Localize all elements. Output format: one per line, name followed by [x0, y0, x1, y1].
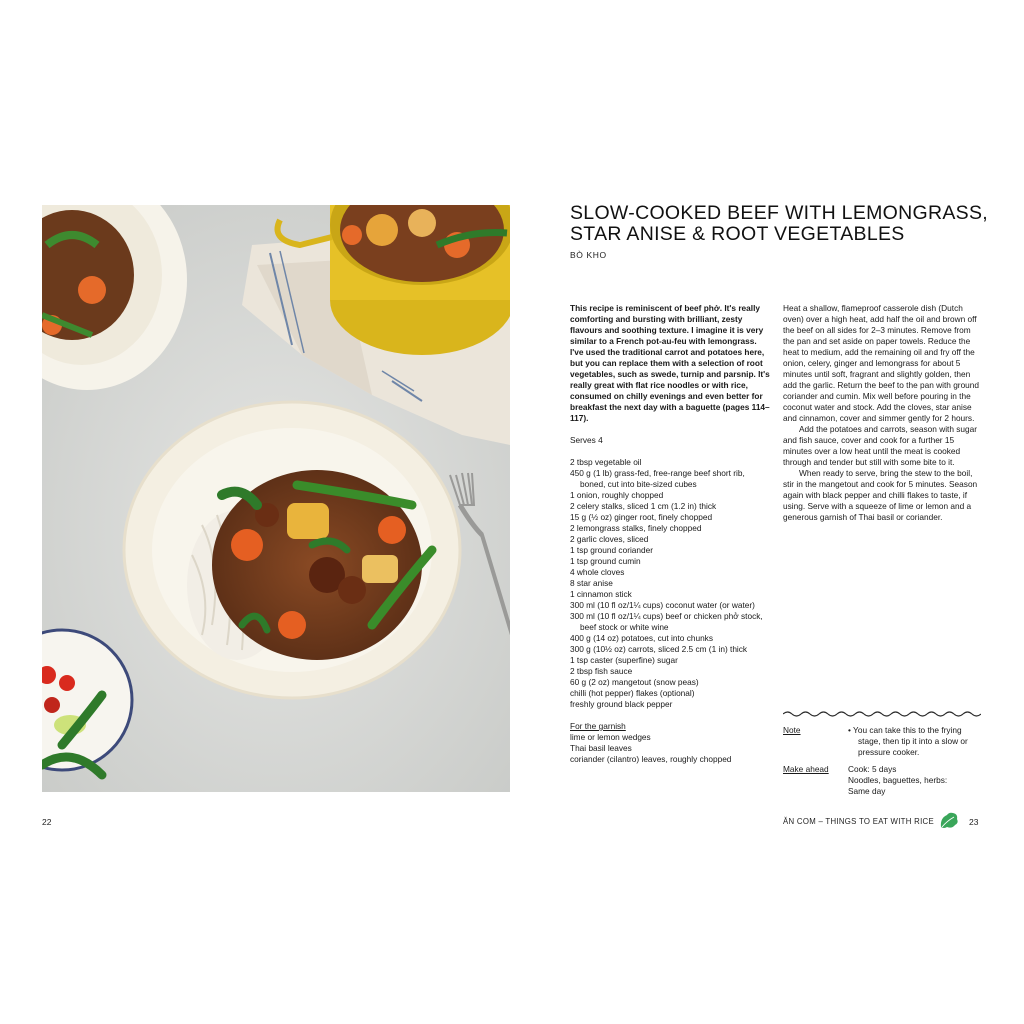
ingredient-item: 1 cinnamon stick: [570, 589, 632, 599]
ingredient-item: 15 g (½ oz) ginger root, finely chopped: [570, 512, 713, 522]
ingredient-item: 60 g (2 oz) mangetout (snow peas): [570, 677, 699, 687]
note-text: • You can take this to the frying stage, then tip it into a slow or pressure cooker.: [848, 725, 968, 757]
method-column: [783, 303, 983, 523]
ingredient-item: 1 tsp ground cumin: [570, 556, 641, 566]
ingredient-item: 4 whole cloves: [570, 567, 625, 577]
make-ahead-line: Noodles, baguettes, herbs:: [848, 775, 948, 785]
ingredient-item: 1 onion, roughly chopped: [570, 490, 664, 500]
ingredient-item: 2 tbsp fish sauce: [570, 666, 633, 676]
make-ahead-label: Make ahead: [783, 764, 829, 774]
garnish-item: coriander (cilantro) leaves, roughly chopped: [570, 754, 732, 764]
ingredient-item: 400 g (14 oz) potatoes, cut into chunks: [570, 633, 713, 643]
recipe-intro: This recipe is reminiscent of beef phở. It's really comforting and bursting with brilliant, zesty flavours and soothing texture. I imagine it is very similar to a French pot-au-feu with lemongrass. I've used the traditional carrot and potatoes here, but you can replace them with a selection of root vegetables, such as swede, turnip and parsnip. It's really great with flat rice noodles or with rice, consumed on chilly evenings and even better for breakfast the next day with a baguette (pages 114–117).: [570, 303, 770, 423]
notes-box: [783, 725, 983, 803]
method-step: Heat a shallow, flameproof casserole dish (Dutch oven) over a high heat, add half the oil and brown off the beef on all sides for 2–3 minutes. Remove from the pan and set aside on paper towels. Reduce the heat to medium, add the remaining oil and fry off the onion, celery, ginger and lemongrass for about 5 minutes until soft, fragrant and slightly golden, then add the garlic. Return the beef to the pan with ground coriander and cumin. Mix well before pouring in the coconut water and stock. Add the cloves, star anise and cinnamon, cover and simmer gently for 2 hours.: [783, 303, 980, 423]
garnish-item: Thai basil leaves: [570, 743, 632, 753]
ingredient-item: 300 ml (10 fl oz/1¼ cups) beef or chicken phở stock, beef stock or white wine: [570, 611, 763, 632]
ingredient-item: freshly ground black pepper: [570, 699, 673, 709]
make-ahead-row: [783, 764, 983, 797]
note-row: [783, 725, 983, 758]
page-number-left: 22: [42, 817, 52, 827]
page-number-right: 23: [969, 817, 979, 827]
ingredient-item: 2 lemongrass stalks, finely chopped: [570, 523, 702, 533]
note-label: Note: [783, 725, 801, 735]
recipe-title: [570, 203, 990, 245]
ingredient-list: [570, 457, 770, 710]
title-line-1: SLOW-COOKED BEEF WITH LEMONGRASS,: [570, 202, 989, 224]
running-head: ĂN COM – THINGS TO EAT WITH RICE: [783, 817, 934, 826]
make-ahead-text: [848, 764, 983, 797]
ingredient-item: 1 tsp caster (superfine) sugar: [570, 655, 678, 665]
ingredient-item: chilli (hot pepper) flakes (optional): [570, 688, 695, 698]
ingredient-item: 8 star anise: [570, 578, 613, 588]
method-step: When ready to serve, bring the stew to the boil, stir in the mangetout and cook for 5 minutes. Season again with black pepper and chilli flakes to taste, if using. Serve with a squeeze of lime or lemon and a generous garnish of Thai basil or coriander.: [783, 468, 978, 522]
serves-line: Serves 4: [570, 435, 603, 445]
make-ahead-line: Same day: [848, 786, 886, 796]
ingredient-item: 2 celery stalks, sliced 1 cm (1.2 in) thick: [570, 501, 717, 511]
ingredient-item: 1 tsp ground coriander: [570, 545, 654, 555]
title-line-2: STAR ANISE & ROOT VEGETABLES: [570, 223, 905, 245]
make-ahead-line: Cook: 5 days: [848, 764, 897, 774]
method-step: Add the potatoes and carrots, season with sugar and fish sauce, cover and cook for a further 15 minutes over a low heat until the meat is cooked through and tender but still with some bite to it.: [783, 424, 978, 467]
ingredient-item: 300 g (10½ oz) carrots, sliced 2.5 cm (1 in) thick: [570, 644, 748, 654]
left-text-column: [570, 303, 770, 765]
wave-divider: [783, 709, 981, 719]
ingredient-item: 300 ml (10 fl oz/1¼ cups) coconut water (or water): [570, 600, 755, 610]
ingredient-item: 2 tbsp vegetable oil: [570, 457, 642, 467]
garnish-heading: For the garnish: [570, 721, 626, 731]
beef-stew-illustration: [42, 205, 510, 792]
garnish-list: [570, 732, 770, 765]
recipe-subtitle: BÒ KHO: [570, 250, 607, 260]
garnish-item: lime or lemon wedges: [570, 732, 651, 742]
herb-leaf-icon: [938, 810, 960, 832]
food-photograph: [42, 205, 510, 792]
ingredient-item: 2 garlic cloves, sliced: [570, 534, 649, 544]
ingredient-item: 450 g (1 lb) grass-fed, free-range beef short rib, boned, cut into bite-sized cubes: [570, 468, 745, 489]
